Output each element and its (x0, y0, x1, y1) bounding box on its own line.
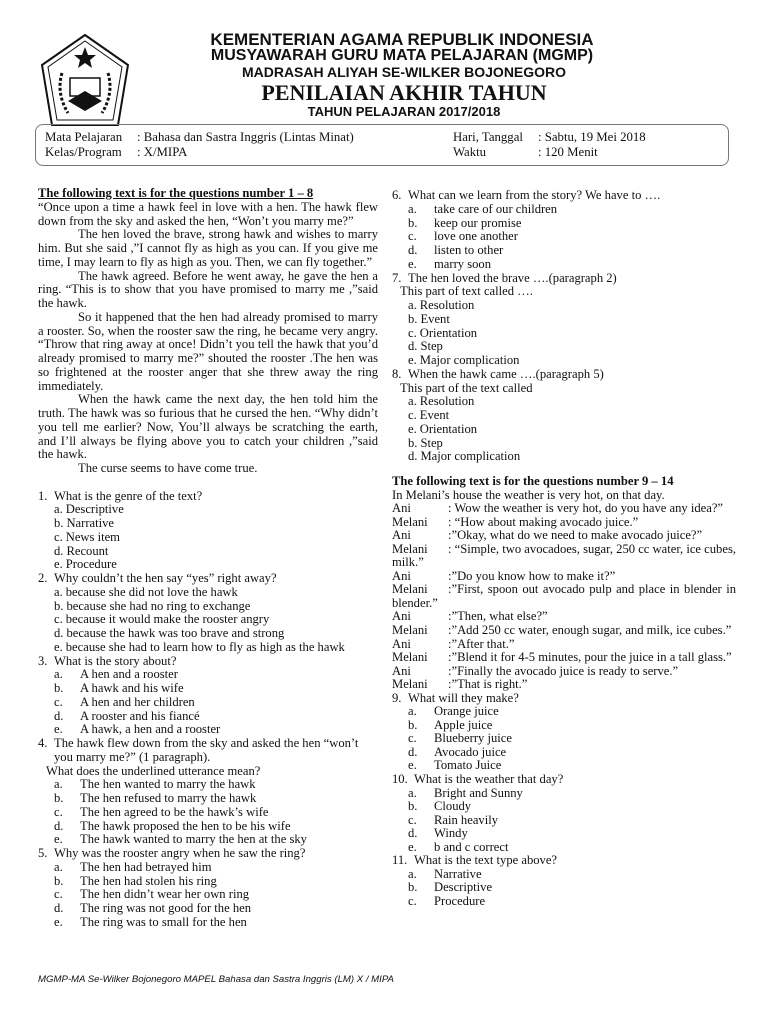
answer-option[interactable] (392, 230, 736, 244)
answer-option[interactable] (392, 814, 736, 828)
option-text: A hawk and his wife (80, 681, 184, 695)
answer-option[interactable] (392, 340, 736, 354)
answer-option[interactable] (392, 217, 736, 231)
option-letter: d. (408, 744, 418, 759)
question-text: What can we learn from the story? We have to …. (408, 188, 661, 202)
option-letter: e. (54, 914, 63, 929)
question-text: What will they make? (408, 690, 519, 705)
option-text: because she had to learn how to fly as high as the hawk (65, 639, 345, 654)
answer-option[interactable] (392, 759, 736, 773)
option-text: Windy (434, 826, 468, 841)
option-letter: d. (54, 818, 64, 833)
option-letter: a. (54, 502, 63, 517)
utterance: :”Okay, what do we need to make avocado juice?” (448, 528, 703, 543)
option-letter: d. (408, 339, 418, 354)
question-4 (38, 737, 378, 765)
option-letter: c. (54, 887, 63, 902)
option-letter: e. (54, 832, 63, 847)
question-number: 5. (38, 846, 48, 860)
speaker: Ani (392, 636, 411, 651)
option-letter: d. (408, 449, 418, 464)
option-text: because it would make the rooster angry (65, 612, 270, 627)
answer-option[interactable] (392, 423, 736, 437)
passage-paragraph: The hawk agreed. Before he went away, he gave the hen a ring. “This is to show that you have promised to marry me ,”said the hawk. (38, 268, 378, 310)
option-letter: b. (408, 717, 418, 732)
answer-option[interactable] (392, 719, 736, 733)
subject-value: : Bahasa dan Sastra Inggris (Lintas Minat) (137, 130, 354, 144)
speaker: Ani (392, 501, 411, 516)
dialogue-line (392, 570, 736, 584)
option-letter: d. (408, 243, 418, 257)
option-text: A hawk, a hen and a rooster (80, 722, 221, 737)
dialogue-line (392, 665, 736, 679)
speaker: Melani (392, 541, 428, 556)
right-column (392, 189, 736, 909)
question-text: What is the genre of the text? (54, 488, 203, 503)
header-ministry: KEMENTERIAN AGAMA REPUBLIK INDONESIA (210, 30, 594, 49)
answer-option[interactable] (392, 827, 736, 841)
option-letter: b. (408, 880, 418, 895)
utterance: :”Add 250 cc water, enough sugar, and milk, ice cubes.” (448, 623, 732, 638)
class-label: Kelas/Program (45, 145, 122, 159)
answer-option[interactable] (392, 705, 736, 719)
option-text: The hen wanted to marry the hawk (80, 777, 256, 792)
passage-paragraph: The curse seems to have come true. (78, 461, 258, 475)
answer-option[interactable] (392, 258, 736, 272)
answer-option[interactable] (392, 868, 736, 882)
dialogue-line (392, 516, 736, 530)
option-text: Resolution (419, 394, 475, 409)
answer-option[interactable] (38, 723, 378, 737)
option-text: marry soon (434, 256, 492, 271)
answer-option[interactable] (38, 627, 378, 641)
answer-option[interactable] (392, 800, 736, 814)
dialogue-line (392, 583, 736, 610)
answer-option[interactable] (392, 395, 736, 409)
option-letter: d. (54, 708, 64, 723)
question-1 (38, 490, 378, 504)
passage-paragraph: “Once upon a time a hawk feel in love with a hen. The hawk flew down from the sky and asked the hen, “Won’t you marry me?” (38, 199, 378, 228)
speaker: Ani (392, 568, 411, 583)
question-6 (392, 189, 736, 203)
exam-title: PENILAIAN AKHIR TAHUN (261, 80, 547, 105)
option-text: Bright and Sunny (434, 785, 523, 800)
answer-option[interactable] (392, 746, 736, 760)
question-number: 8. (392, 366, 402, 381)
question-3 (38, 655, 378, 669)
answer-option[interactable] (392, 841, 736, 855)
option-letter: b. (54, 681, 64, 695)
answer-option[interactable] (38, 710, 378, 724)
utterance: :”After that.” (448, 636, 515, 651)
utterance: :”Do you know how to make it?” (448, 568, 616, 583)
option-letter: c. (408, 812, 417, 827)
answer-option[interactable] (38, 888, 378, 902)
passage1-heading: The following text is for the questions number 1 – 8 (38, 186, 314, 200)
dialogue-line (392, 651, 736, 665)
speaker: Melani (392, 582, 428, 597)
answer-option[interactable] (392, 244, 736, 258)
question-text: What is the text type above? (414, 853, 558, 868)
option-text: The hawk wanted to marry the hen at the sky (80, 832, 307, 847)
option-letter: c. (408, 893, 417, 908)
answer-option[interactable] (38, 833, 378, 847)
passage-paragraph: So it happened that the hen had already promised to marry a rooster. So, when the rooster saw the ring, he became very angry. “Throw that ring away at once! Didn’t you tell the hawk that you’d already promised to marry me?” shouted the rooster .The hen was so frightened at the rooster anger that she threw away the ring immediately. (38, 309, 378, 393)
question-number: 7. (392, 270, 402, 285)
passage2-heading: The following text is for the questions number 9 – 14 (392, 474, 674, 488)
questions-1-5 (38, 490, 378, 930)
answer-option[interactable] (38, 861, 378, 875)
option-letter: a. (54, 667, 63, 682)
option-letter: b. (408, 435, 418, 450)
option-letter: b. (408, 799, 418, 814)
question-9 (392, 692, 736, 706)
option-text: The hen refused to marry the hawk (80, 791, 257, 805)
answer-option[interactable] (38, 503, 378, 517)
option-text: Avocado juice (434, 744, 507, 759)
answer-option[interactable] (38, 613, 378, 627)
page-footer: MGMP-MA Se-Wilker Bojonegoro MAPEL Bahasa dan Sastra Inggris (LM) X / MIPA (38, 974, 394, 985)
question-number: 2. (38, 571, 48, 585)
answer-option[interactable] (38, 668, 378, 682)
question-number: 6. (392, 188, 402, 202)
option-text: The ring was to small for the hen (80, 914, 247, 929)
option-letter: a. (408, 394, 417, 409)
question-7 (392, 272, 736, 286)
option-text: The hawk proposed the hen to be his wife (80, 818, 291, 833)
option-text: Narrative (434, 866, 482, 881)
option-letter: e. (408, 758, 417, 773)
answer-option[interactable] (38, 820, 378, 834)
utterance: :”Then, what else?” (448, 609, 548, 624)
option-text: Rain heavily (434, 812, 499, 827)
question-text: When the hawk came ….(paragraph 5) (408, 366, 604, 381)
option-text: Orientation (419, 421, 478, 436)
option-text: Event (419, 408, 450, 422)
option-text: because she had no ring to exchange (66, 598, 251, 613)
option-text: The ring was not good for the hen (80, 901, 252, 915)
question-2 (38, 572, 378, 586)
question-5 (38, 847, 378, 861)
option-letter: d. (54, 543, 64, 558)
option-letter: b. (408, 215, 418, 230)
answer-option[interactable] (38, 600, 378, 614)
option-text: because the hawk was too brave and strong (66, 626, 285, 640)
option-text: Resolution (419, 298, 475, 312)
question-number: 1. (38, 488, 48, 503)
option-text: b and c correct (434, 839, 509, 854)
left-column (38, 187, 378, 930)
header-mgmp: MUSYAWARAH GURU MATA PELAJARAN (MGMP) (210, 47, 594, 64)
answer-option[interactable] (392, 895, 736, 909)
option-text: Descriptive (65, 502, 124, 517)
dialogue-line (392, 543, 736, 570)
header-school: MADRASAH ALIYAH SE-WILKER BOJONEGORO (241, 64, 567, 80)
question-subtext: What does the underlined utterance mean? (46, 763, 261, 778)
option-text: because she did not love the hawk (65, 584, 238, 599)
option-letter: b. (54, 791, 64, 805)
option-letter: e. (408, 421, 417, 436)
dialogue-line (392, 638, 736, 652)
option-letter: a. (408, 201, 417, 216)
question-text: What is the story about? (54, 653, 177, 668)
option-text: listen to other (434, 243, 504, 257)
answer-option[interactable] (38, 806, 378, 820)
option-letter: b. (408, 311, 418, 326)
utterance: :”That is right.” (448, 677, 528, 692)
answer-option[interactable] (38, 558, 378, 572)
passage-paragraph: The hen loved the brave, strong hawk and wishes to marry him. But she said ,”I cannot fly as high as you can. If you give me time, I may learn to fly as high as you. Then, we can fly together.” (38, 227, 378, 269)
class-value: : X/MIPA (137, 145, 188, 159)
dialogue-line (392, 624, 736, 638)
utterance: : Wow the weather is very hot, do you have any idea?” (448, 501, 724, 516)
dialogue-line (392, 678, 736, 692)
questions-6-8 (392, 189, 736, 464)
answer-option[interactable] (392, 450, 736, 464)
question-number: 9. (392, 690, 402, 705)
option-letter: a. (408, 866, 417, 881)
option-text: A rooster and his fiancé (80, 708, 200, 723)
answer-option[interactable] (38, 902, 378, 916)
utterance: :”First, spoon out avocado pulp and place in blender in blender.” (392, 582, 736, 610)
dialogue (392, 502, 736, 692)
passage2-intro: In Melani’s house the weather is very hot, on that day. (392, 487, 665, 502)
option-text: Major complication (419, 353, 520, 367)
option-letter: e. (408, 256, 417, 271)
option-text: The hen had stolen his ring (80, 873, 217, 888)
speaker: Ani (392, 609, 411, 624)
passage1-text (38, 201, 378, 476)
question-number: 3. (38, 653, 48, 668)
option-letter: a. (54, 584, 63, 599)
question-10 (392, 773, 736, 787)
exam-info-box (35, 124, 729, 166)
answer-option[interactable] (392, 732, 736, 746)
option-letter: a. (408, 704, 417, 719)
option-letter: d. (54, 901, 64, 915)
question-text: Why was the rooster angry when he saw the ring? (54, 846, 306, 860)
option-letter: c. (408, 229, 417, 244)
question-text: The hawk flew down from the sky and asked the hen “won’t you marry me?” (1 paragraph). (54, 736, 359, 764)
question-text: Why couldn’t the hen say “yes” right away? (54, 571, 277, 585)
option-letter: e. (408, 353, 417, 367)
option-letter: a. (408, 298, 417, 312)
option-text: News item (65, 529, 120, 544)
passage-paragraph: When the hawk came the next day, the hen told him the truth. The hawk was so furious that he cursed the hen. “Why didn’t you tell me earlier? Now, You’ll always be scratching the earth, and I’ll always be flying above you to catch your children ,”said the hawk. (38, 392, 378, 462)
answer-option[interactable] (38, 682, 378, 696)
question-number: 10. (392, 772, 408, 787)
speaker: Ani (392, 663, 411, 678)
academic-year: TAHUN PELAJARAN 2017/2018 (307, 104, 501, 119)
option-letter: e. (408, 839, 417, 854)
utterance: :”Blend it for 4-5 minutes, pour the juice in a tall glass.” (448, 650, 732, 665)
option-letter: c. (408, 325, 417, 340)
option-text: Narrative (66, 516, 114, 530)
answer-option[interactable] (392, 313, 736, 327)
utterance: :”Finally the avocado juice is ready to serve.” (448, 663, 679, 678)
question-11 (392, 854, 736, 868)
question-number: 4. (38, 736, 48, 750)
question-8 (392, 368, 736, 382)
option-text: Descriptive (434, 880, 493, 895)
answer-option[interactable] (38, 531, 378, 545)
date-value: : Sabtu, 19 Mei 2018 (538, 130, 646, 144)
answer-option[interactable] (392, 203, 736, 217)
option-letter: a. (54, 859, 63, 874)
option-letter: e. (54, 557, 63, 572)
speaker: Melani (392, 677, 428, 692)
option-text: Procedure (434, 893, 486, 908)
dialogue-line (392, 502, 736, 516)
speaker: Ani (392, 528, 411, 543)
answer-option[interactable] (392, 299, 736, 313)
option-text: Major complication (420, 449, 521, 464)
option-text: Event (420, 311, 450, 326)
option-text: Apple juice (434, 717, 493, 732)
option-letter: e. (54, 639, 63, 654)
speaker: Melani (392, 514, 428, 529)
dialogue-line (392, 529, 736, 543)
option-text: Cloudy (434, 799, 472, 814)
question-text: The hen loved the brave ….(paragraph 2) (408, 270, 617, 285)
answer-option[interactable] (38, 545, 378, 559)
option-text: Orange juice (434, 704, 499, 719)
option-letter: d. (408, 826, 418, 841)
answer-option[interactable] (392, 787, 736, 801)
answer-option[interactable] (392, 881, 736, 895)
answer-option[interactable] (38, 875, 378, 889)
speaker: Melani (392, 623, 428, 638)
option-text: Tomato Juice (434, 758, 502, 773)
option-text: A hen and her children (80, 694, 195, 709)
answer-option[interactable] (392, 409, 736, 423)
option-text: keep our promise (434, 215, 522, 230)
option-text: Procedure (65, 557, 117, 572)
question-subtext: This part of text called …. (400, 284, 533, 299)
option-letter: d. (54, 626, 64, 640)
option-text: Blueberry juice (434, 731, 512, 746)
option-letter: c. (54, 612, 63, 627)
answer-option[interactable] (38, 778, 378, 792)
time-value: : 120 Menit (538, 145, 598, 159)
question-text: What is the weather that day? (414, 772, 564, 787)
option-text: Step (420, 435, 443, 450)
option-letter: a. (54, 777, 63, 792)
option-text: A hen and a rooster (80, 667, 178, 682)
option-letter: c. (54, 529, 63, 544)
option-text: take care of our children (434, 201, 558, 216)
option-letter: b. (54, 516, 64, 530)
option-text: The hen had betrayed him (80, 859, 212, 874)
option-text: The hen agreed to be the hawk’s wife (80, 804, 269, 819)
answer-option[interactable] (392, 354, 736, 368)
answer-option[interactable] (38, 916, 378, 930)
answer-option[interactable] (38, 586, 378, 600)
utterance: : “How about making avocado juice.” (448, 514, 639, 529)
option-letter: a. (408, 785, 417, 800)
answer-option[interactable] (38, 792, 378, 806)
option-text: Orientation (419, 325, 478, 340)
speaker: Melani (392, 650, 428, 665)
time-label: Waktu (453, 145, 487, 159)
date-label: Hari, Tanggal (453, 130, 523, 144)
option-letter: e. (54, 722, 63, 737)
answer-option[interactable] (392, 437, 736, 451)
option-letter: c. (408, 731, 417, 746)
answer-option[interactable] (38, 696, 378, 710)
answer-option[interactable] (38, 517, 378, 531)
question-subtext: This part of the text called (400, 380, 533, 395)
option-letter: b. (54, 873, 64, 888)
option-text: Step (420, 339, 443, 354)
option-letter: b. (54, 598, 64, 613)
option-text: Recount (66, 543, 109, 558)
answer-option[interactable] (392, 327, 736, 341)
questions-9-11 (392, 692, 736, 909)
question-number: 11. (392, 853, 408, 868)
option-text: The hen didn’t wear her own ring (80, 887, 250, 902)
option-letter: c. (54, 804, 63, 819)
option-letter: c. (54, 694, 63, 709)
option-letter: c. (408, 408, 417, 422)
answer-option[interactable] (38, 641, 378, 655)
option-text: love one another (434, 229, 518, 244)
dialogue-line (392, 610, 736, 624)
subject-label: Mata Pelajaran (45, 130, 123, 144)
utterance: : “Simple, two avocadoes, sugar, 250 cc water, ice cubes, milk.” (392, 541, 736, 570)
